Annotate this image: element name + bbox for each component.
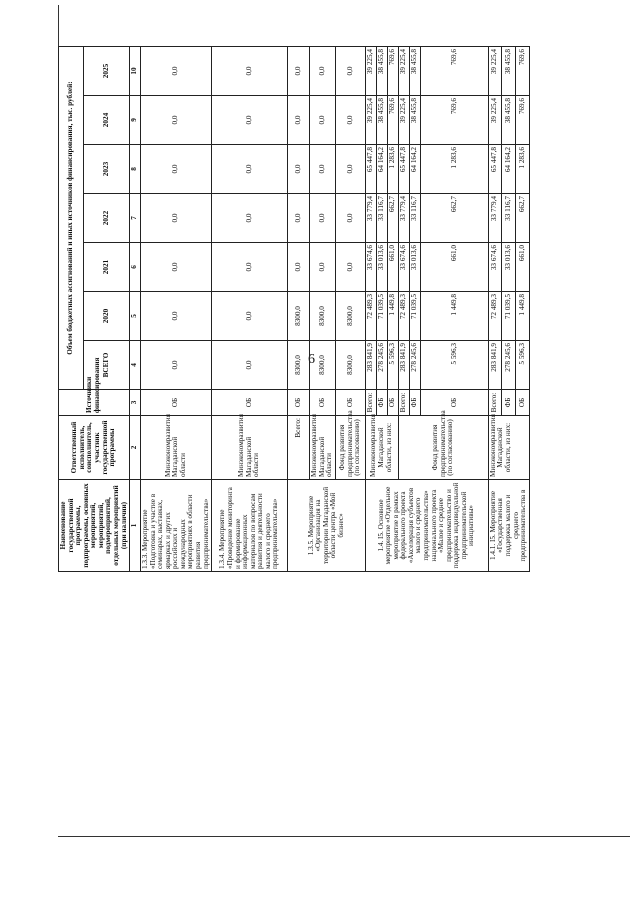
row-value: 769,6 (420, 47, 488, 96)
row-value: 662,7 (387, 194, 398, 243)
header-row-1 (59, 47, 84, 572)
row-value: 39 225,4 (365, 47, 376, 96)
row-value: 769,6 (420, 96, 488, 145)
row-value: 71 039,5 (409, 292, 420, 341)
row-value: 1 449,8 (420, 292, 488, 341)
row-value: 0,0 (141, 341, 212, 390)
row-value: 661,0 (516, 243, 530, 292)
row-name: 1.4. I5. Основное мероприятие «Отдельное мероприятие в рамках федерального проекта «Акселерация субъектов малого и среднего предпринимательства» национального проекта «Малое и среднее предпринимательство и поддержка индивидуальной предпринимательской инициативы» (365, 480, 488, 572)
col-number: 3 (130, 390, 141, 416)
row-value: 0,0 (141, 194, 212, 243)
row-value: 8300,0 (335, 341, 365, 390)
row-value: 38 455,8 (409, 47, 420, 96)
row-value: 1 449,8 (387, 292, 398, 341)
row-value: 0,0 (288, 145, 310, 194)
row-value: 661,0 (420, 243, 488, 292)
row-value: 769,6 (387, 47, 398, 96)
row-source: ОБ (310, 390, 336, 416)
table-row (488, 47, 502, 572)
table-page (58, 47, 625, 572)
row-value: 0,0 (212, 47, 288, 96)
col-number: 1 (130, 480, 141, 572)
row-source: Всего: (365, 390, 376, 416)
rotated-table-viewport (58, 5, 625, 569)
row-value: 1 449,8 (516, 292, 530, 341)
header-year: 2023 (83, 145, 129, 194)
row-value: 0,0 (335, 96, 365, 145)
row-value: 8300,0 (288, 292, 310, 341)
row-value: 0,0 (335, 243, 365, 292)
row-value: 38 455,8 (376, 96, 387, 145)
header-year: 2021 (83, 243, 129, 292)
col-number: 9 (130, 96, 141, 145)
row-value: 71 039,5 (502, 292, 516, 341)
row-value: 769,6 (387, 96, 398, 145)
row-value: 662,7 (516, 194, 530, 243)
row-value: 0,0 (212, 341, 288, 390)
table-row (212, 47, 288, 572)
row-value: 33 116,7 (502, 194, 516, 243)
row-value: 64 164,2 (409, 145, 420, 194)
row-source: ОБ (387, 390, 398, 416)
col-number: 6 (130, 243, 141, 292)
row-value: 5 596,3 (420, 341, 488, 390)
footer-rule (58, 836, 630, 837)
row-value: 72 489,3 (398, 292, 409, 341)
row-value: 0,0 (288, 243, 310, 292)
row-executor: Минэкономразвития Магаданской области, из них: (365, 416, 398, 480)
row-value: 0,0 (288, 194, 310, 243)
row-value: 65 447,8 (365, 145, 376, 194)
table-row (141, 47, 212, 572)
row-value: 1 283,6 (387, 145, 398, 194)
financing-table (58, 46, 530, 572)
row-value: 33 674,6 (365, 243, 376, 292)
row-source: ОБ (420, 390, 488, 416)
row-value: 0,0 (212, 96, 288, 145)
header-year: 2024 (83, 96, 129, 145)
row-executor: Всего: (288, 416, 310, 480)
row-value: 0,0 (335, 145, 365, 194)
row-value: 39 225,4 (398, 47, 409, 96)
row-value: 278 245,6 (409, 341, 420, 390)
row-executor: Фонд развития предпринимательства (по согласованию) (398, 416, 488, 480)
col-number: 4 (130, 341, 141, 390)
row-value: 72 489,3 (488, 292, 502, 341)
row-value: 0,0 (335, 47, 365, 96)
row-value: 0,0 (212, 194, 288, 243)
row-name: 1.3.3. Мероприятие «Подготовка и участие в семинарах, выставках, ярмарках и других российских и международных мероприятиях в области развития предпринимательства» (141, 480, 212, 572)
row-value: 33 779,4 (488, 194, 502, 243)
header-year: ВСЕГО (83, 341, 129, 390)
row-value: 71 039,5 (376, 292, 387, 341)
row-value: 39 225,4 (398, 96, 409, 145)
row-value: 72 489,3 (365, 292, 376, 341)
col-number: 8 (130, 145, 141, 194)
row-value: 38 455,8 (502, 47, 516, 96)
header-year: 2025 (83, 47, 129, 96)
row-value: 33 674,6 (488, 243, 502, 292)
row-value: 0,0 (212, 243, 288, 292)
row-executor: Минэкономразвития Магаданской области (141, 416, 212, 480)
row-value: 64 164,2 (502, 145, 516, 194)
row-value: 38 455,8 (376, 47, 387, 96)
row-value: 0,0 (310, 145, 336, 194)
row-value: 33 779,4 (365, 194, 376, 243)
row-value: 33 013,6 (409, 243, 420, 292)
row-value: 0,0 (212, 145, 288, 194)
row-value: 8300,0 (335, 292, 365, 341)
row-source: ОБ (516, 390, 530, 416)
header-name: Наименование государственной программы, подпрограммы, основных мероприятий, мероприятий, подмероприятий, отдельных мероприятий (при наличии) (59, 480, 130, 572)
row-value: 0,0 (141, 96, 212, 145)
row-value: 33 779,4 (398, 194, 409, 243)
row-value: 64 164,2 (376, 145, 387, 194)
header-volume: Объем бюджетных ассигнований и иных источников финансирования, тыс. рублей: (59, 47, 84, 390)
row-value: 39 225,4 (488, 47, 502, 96)
row-value: 0,0 (288, 96, 310, 145)
table-row (365, 47, 376, 572)
row-value: 0,0 (310, 243, 336, 292)
row-value: 769,6 (516, 47, 530, 96)
row-value: 283 841,9 (398, 341, 409, 390)
row-executor: Минэкономразвития Магаданской области (310, 416, 336, 480)
row-value: 1 283,6 (516, 145, 530, 194)
header-executor: Ответственный исполнитель, соисполнитель, участник государственной программы (59, 416, 130, 480)
row-value: 0,0 (141, 243, 212, 292)
row-value: 39 225,4 (488, 96, 502, 145)
row-value: 0,0 (310, 96, 336, 145)
row-executor: Фонд развития предпринимательства (по согласованию) (335, 416, 365, 480)
row-value: 0,0 (288, 47, 310, 96)
header-source: Источники финансирования (59, 390, 130, 416)
row-value: 8300,0 (310, 292, 336, 341)
row-value: 1 283,6 (420, 145, 488, 194)
row-source: ФБ (409, 390, 420, 416)
row-source: Всего: (398, 390, 409, 416)
col-number: 2 (130, 416, 141, 480)
row-name: 1.3.4. Мероприятие «Проведение мониторинга и формирование информационных материалов по вопросам развития и деятельности малого и среднего предпринимательства» (212, 480, 288, 572)
row-value: 33 116,7 (409, 194, 420, 243)
row-value: 65 447,8 (398, 145, 409, 194)
row-value: 33 013,6 (376, 243, 387, 292)
row-executor: Минэкономразвития Магаданской области, из них: (488, 416, 529, 480)
row-value: 0,0 (212, 292, 288, 341)
page-number: 6 (308, 352, 315, 367)
row-value: 0,0 (141, 47, 212, 96)
row-value: 33 674,6 (398, 243, 409, 292)
row-value: 65 447,8 (488, 145, 502, 194)
row-value: 283 841,9 (365, 341, 376, 390)
row-value: 0,0 (335, 194, 365, 243)
row-value: 278 245,6 (376, 341, 387, 390)
column-number-row (130, 47, 141, 572)
row-executor: Минэкономразвития Магаданской области (212, 416, 288, 480)
row-source: ОБ (141, 390, 212, 416)
row-value: 38 455,8 (502, 96, 516, 145)
row-value: 39 225,4 (365, 96, 376, 145)
row-source: ОБ (288, 390, 310, 416)
row-value: 38 455,8 (409, 96, 420, 145)
header-year: 2020 (83, 292, 129, 341)
row-value: 278 245,6 (502, 341, 516, 390)
col-number: 7 (130, 194, 141, 243)
row-value: 661,0 (387, 243, 398, 292)
col-number: 10 (130, 47, 141, 96)
row-value: 283 841,9 (488, 341, 502, 390)
row-name: 1.4.1. I5. Мероприятие «Государственная поддержка малого и среднего предпринимательства в (488, 480, 529, 572)
row-value: 8300,0 (288, 341, 310, 390)
row-value: 0,0 (141, 292, 212, 341)
row-source: ОБ (212, 390, 288, 416)
row-source: Всего: (488, 390, 502, 416)
row-value: 769,6 (516, 96, 530, 145)
row-value: 8300,0 (310, 341, 336, 390)
row-value: 33 013,6 (502, 243, 516, 292)
table-row (288, 47, 310, 572)
row-value: 662,7 (420, 194, 488, 243)
col-number: 5 (130, 292, 141, 341)
row-value: 0,0 (310, 194, 336, 243)
row-value: 5 596,3 (387, 341, 398, 390)
row-source: ОБ (335, 390, 365, 416)
row-value: 0,0 (141, 145, 212, 194)
row-source: ФБ (376, 390, 387, 416)
row-value: 0,0 (310, 47, 336, 96)
row-value: 33 116,7 (376, 194, 387, 243)
row-source: ФБ (502, 390, 516, 416)
header-year: 2022 (83, 194, 129, 243)
row-name: 1.3.5. Мероприятие «Организация на территории Магаданской области центра «Мой бизнес» (288, 480, 366, 572)
row-value: 5 596,3 (516, 341, 530, 390)
